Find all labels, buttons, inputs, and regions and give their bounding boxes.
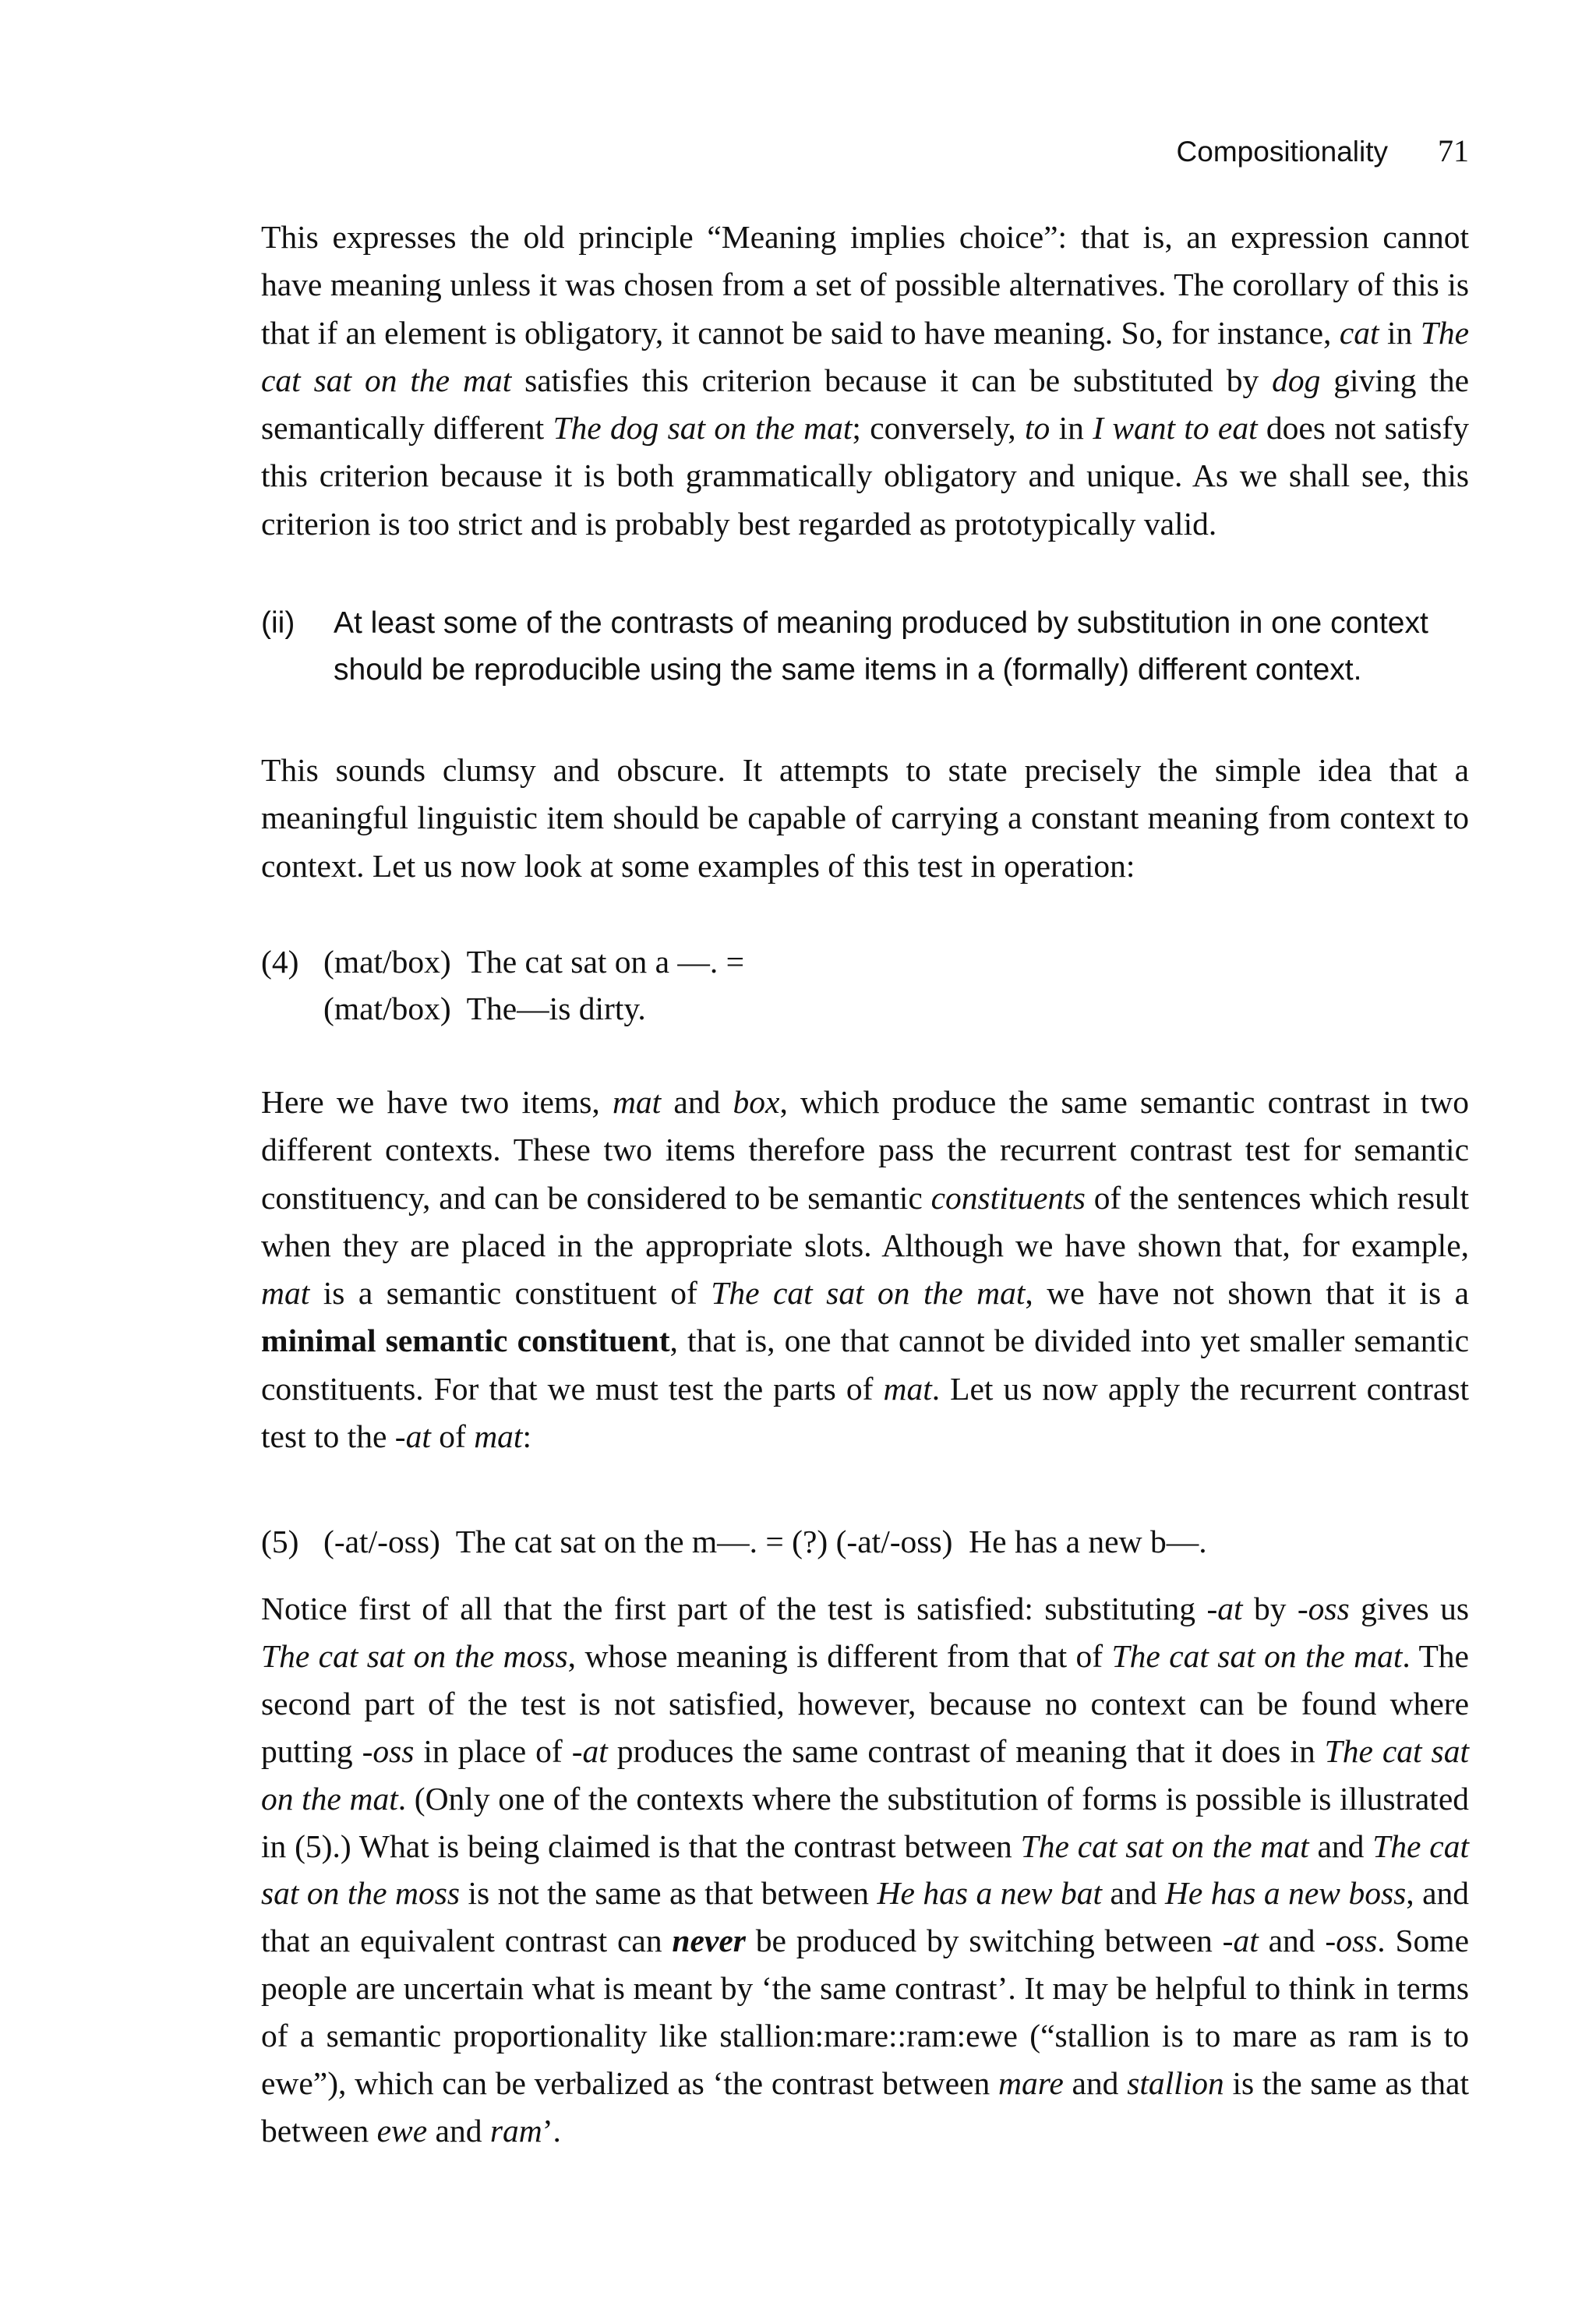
- example-text: (-at/-oss) The cat sat on the m—. = (?) (-at/-oss) He has a new b—.: [323, 1524, 1207, 1559]
- text-run: . (Only one of the contexts where the substitution of forms is possible is illustrated in (5).) What is being claimed is that the contrast between: [261, 1780, 1470, 1864]
- criterion-item-ii: [261, 600, 1469, 694]
- paragraph-meaning-implies-choice: [261, 214, 1469, 548]
- running-head: [1177, 132, 1469, 169]
- text-run: is the same as that between: [261, 2065, 1469, 2149]
- italic-run: The cat sat on the mat: [261, 1732, 1469, 1817]
- item-text: At least some of the contrasts of meaning produced by substitution in one context should be reproducible using the same items in a (formally) different context.: [334, 606, 1428, 687]
- text-run: in place of: [414, 1732, 572, 1769]
- text-run: in: [1379, 314, 1421, 351]
- bold-run: minimal semantic constituent: [261, 1323, 670, 1359]
- italic-run: mat: [612, 1084, 662, 1120]
- text-run: gives us: [1349, 1591, 1470, 1626]
- italic-run: box: [733, 1084, 780, 1120]
- italic-run: stallion: [1127, 2065, 1224, 2102]
- italic-run: mat: [474, 1418, 523, 1455]
- italic-run: He has a new boss: [1164, 1875, 1407, 1912]
- text-run: be produced by switching between: [745, 1923, 1223, 1959]
- running-title: Compositionality: [1176, 136, 1388, 168]
- italic-run: ram: [489, 2112, 542, 2149]
- text-run: , that is, one that cannot be divided into yet smaller semantic constituents. For that we must test the parts of: [261, 1323, 1469, 1407]
- page-number: 71: [1438, 133, 1469, 168]
- italic-run: -at: [571, 1732, 608, 1769]
- paragraph-notice-first: [261, 1585, 1469, 2155]
- example-5: [261, 1518, 1207, 1565]
- paragraph-two-items: [261, 1079, 1469, 1460]
- italic-run: -oss: [1325, 1923, 1378, 1959]
- italic-run: The cat sat on the mat: [1111, 1637, 1403, 1674]
- italic-run: The cat sat on the moss: [261, 1828, 1470, 1912]
- text-run: and: [1258, 1923, 1326, 1959]
- text-run: ; conversely,: [852, 410, 1025, 447]
- text-run: produces the same contrast of meaning that it does in: [607, 1732, 1325, 1769]
- text-run: ’.: [542, 2112, 561, 2149]
- text-run: This expresses the old principle “Meaning implies choice”: that is, an expression cannot have meaning unless it was chosen from a set of possible alternatives. The corollary of this is that if an element is obligatory, it cannot be said to have meaning. So, for instance,: [261, 219, 1469, 351]
- text-run: . Some people are uncertain what is meant by ‘the same contrast’. It may be helpful to think in terms of a semantic proportionality like stallion:mare::ram:ewe (“stallion is to mare as ram is to ewe”), which can be verbalized as ‘the contrast between: [261, 1923, 1470, 2102]
- text-run: in: [1050, 410, 1093, 447]
- italic-run: The cat sat on the mat: [711, 1275, 1026, 1312]
- italic-run: The cat sat on the moss: [261, 1637, 568, 1674]
- text-run: , whose meaning is different from that of: [567, 1637, 1112, 1674]
- text-run: of the sentences which result when they are placed in the appropriate slots. Although we have shown that, for example,: [261, 1179, 1469, 1263]
- italic-run: He has a new bat: [877, 1875, 1103, 1912]
- italic-run: The dog sat on the mat: [553, 410, 853, 447]
- text-run: , and that an equivalent contrast can: [261, 1875, 1470, 1959]
- text-run: , which produce the same semantic contrast in two different contexts. These two items therefore pass the recurrent contrast test for semantic constituency, and can be considered to be semantic: [261, 1084, 1469, 1216]
- italic-run: cat: [1339, 314, 1379, 351]
- italic-run: constituents: [930, 1179, 1086, 1216]
- text-run: is not the same as that between: [460, 1875, 877, 1912]
- italic-run: -at: [394, 1418, 431, 1455]
- italic-run: The cat sat on the mat: [1020, 1828, 1309, 1864]
- text-run: . The second part of the test is not satisfied, however, because no context can be found where putting: [261, 1637, 1469, 1769]
- italic-run: -oss: [362, 1732, 415, 1769]
- text-run: and: [427, 2112, 490, 2149]
- text-run: by: [1242, 1591, 1298, 1626]
- italic-run: dog: [1272, 362, 1321, 398]
- example-line-1: (mat/box) The cat sat on a —. =: [323, 944, 745, 980]
- italic-run: mat: [883, 1370, 932, 1407]
- text-run: :: [522, 1418, 531, 1455]
- text-run: of: [430, 1418, 475, 1455]
- italic-run: The cat sat on the mat: [261, 314, 1470, 398]
- italic-run: to: [1025, 410, 1050, 447]
- example-number: (4): [261, 944, 299, 980]
- example-4: [261, 938, 744, 1032]
- text-run: is a semantic constituent of: [309, 1275, 711, 1312]
- text-run: giving the semantically different: [261, 362, 1469, 447]
- bold-italic-run: never: [672, 1923, 746, 1959]
- text-run: and: [1063, 2065, 1128, 2102]
- text-run: satisfies this criterion because it can be substituted by: [511, 362, 1273, 398]
- paragraph-clumsy-and-obscure: This sounds clumsy and obscure. It attempts to state precisely the simple idea that a meaningful linguistic item should be capable of carrying a constant meaning from context to context. Let us now look at some examples of this test in operation:: [261, 752, 1469, 884]
- text-run: , we have not shown that it is a: [1025, 1275, 1469, 1312]
- item-number: (ii): [261, 606, 295, 640]
- text-run: and: [661, 1084, 733, 1120]
- text-run: and: [1102, 1875, 1165, 1912]
- italic-run: ewe: [376, 2112, 428, 2149]
- italic-run: mare: [998, 2065, 1064, 2102]
- text-run: does not satisfy this criterion because it is both grammatically obligatory and unique. As we shall see, this criterion is too strict and is probably best regarded as prototypically valid.: [261, 410, 1470, 542]
- text-run: and: [1308, 1828, 1373, 1864]
- text-run: . Let us now apply the recurrent contrast test to the: [261, 1370, 1469, 1455]
- italic-run: mat: [261, 1275, 310, 1312]
- italic-run: I want to eat: [1093, 410, 1258, 447]
- text-run: Notice first of all that the first part of the test is satisfied: substituting: [261, 1591, 1207, 1626]
- italic-run: -at: [1206, 1591, 1243, 1626]
- example-line-2: (mat/box) The—is dirty.: [323, 991, 646, 1026]
- italic-run: -at: [1222, 1923, 1259, 1959]
- example-number: (5): [261, 1524, 299, 1559]
- text-run: Here we have two items,: [261, 1084, 613, 1120]
- italic-run: -oss: [1297, 1591, 1350, 1626]
